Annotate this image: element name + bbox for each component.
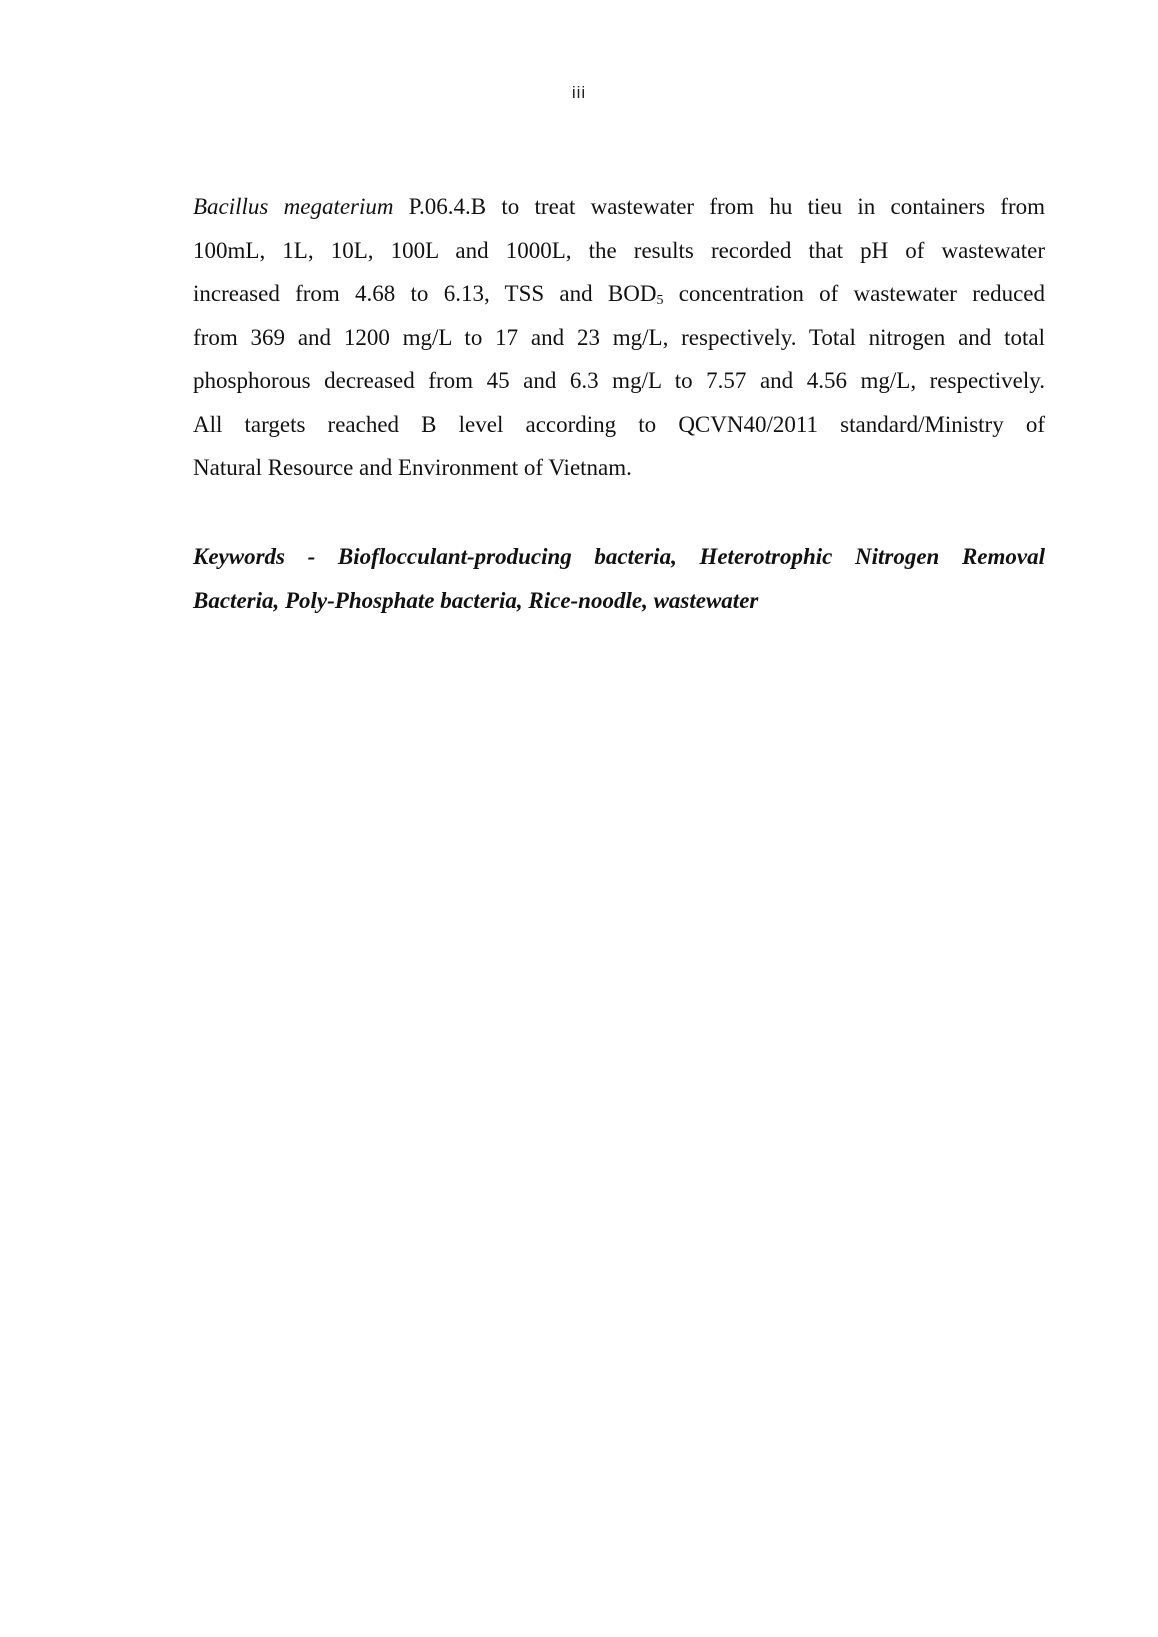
abstract-line-7: Natural Resource and Environment of Vietnam. — [193, 455, 632, 480]
bod-subscript: 5 — [656, 293, 664, 308]
keywords-line-1: Keywords - Bioflocculant-producing bacteria, Heterotrophic Nitrogen Removal — [193, 544, 1045, 569]
abstract-line-5: phosphorous decreased from 45 and 6.3 mg/L to 7.57 and 4.56 mg/L, respectively. — [193, 368, 1045, 393]
species-name: Bacillus megaterium — [193, 194, 394, 219]
abstract-line-1-text: P.06.4.B to treat wastewater from hu tieu in containers from — [393, 194, 1045, 219]
keywords-paragraph — [193, 535, 1045, 622]
keywords-line-2: Bacteria, Poly-Phosphate bacteria, Rice-noodle, wastewater — [193, 587, 759, 613]
abstract-line-1 — [193, 185, 1045, 229]
abstract-line-6: All targets reached B level according to QCVN40/2011 standard/Ministry of — [193, 411, 1045, 437]
abstract-line-3 — [193, 272, 1045, 316]
abstract-paragraph — [193, 185, 1045, 490]
abstract-line-4: from 369 and 1200 mg/L to 17 and 23 mg/L, respectively. Total nitrogen and total — [193, 324, 1045, 350]
abstract-line-3-after: concentration of wastewater reduced — [663, 281, 1045, 306]
page-number: iii — [571, 83, 587, 102]
abstract-line-3-before: increased from 4.68 to 6.13, TSS and BOD — [193, 281, 657, 306]
abstract-line-2: 100mL, 1L, 10L, 100L and 1000L, the results recorded that pH of wastewater — [193, 237, 1045, 263]
